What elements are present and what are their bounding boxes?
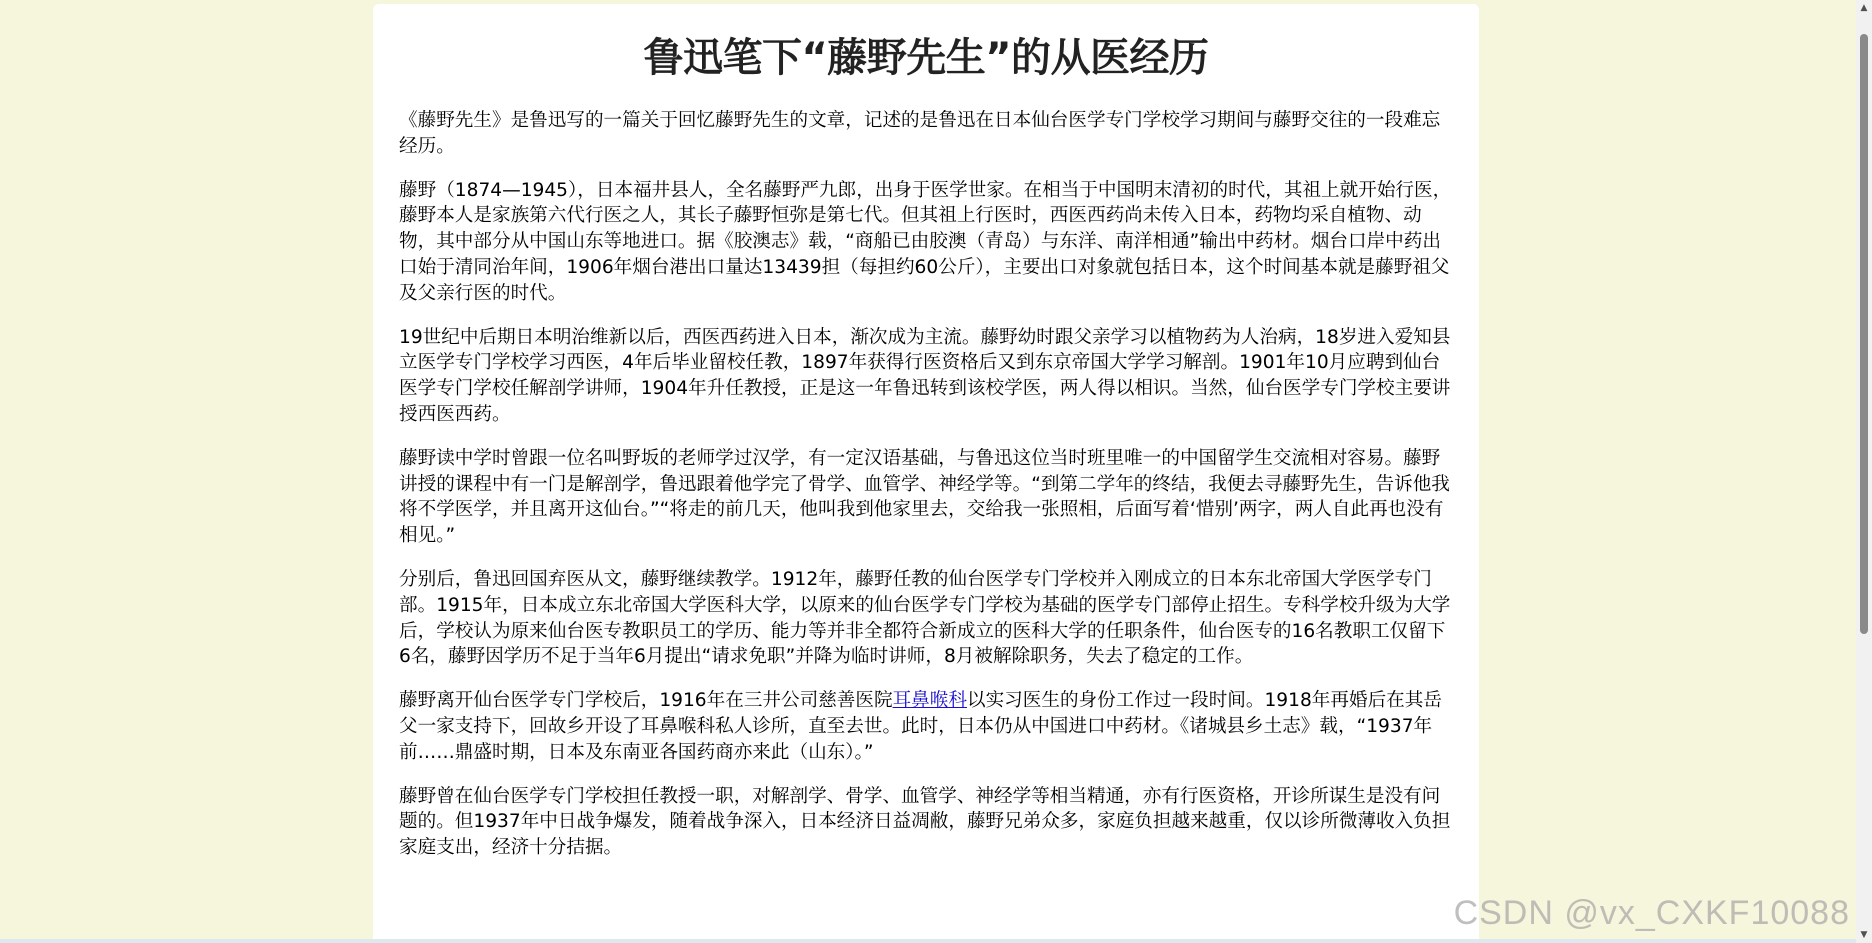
vertical-scrollbar[interactable] bbox=[1856, 0, 1872, 943]
bottom-strip bbox=[0, 939, 1856, 943]
article-paragraph: 分别后，鲁迅回国弃医从文，藤野继续教学。1912年，藤野任教的仙台医学专门学校并入刚成立的日本东北帝国大学医学专门部。1915年，日本成立东北帝国大学医科大学，以原来的仙台医学专门学校为基础的医学专门部停止招生。专科学校升级为大学后，学校认为原来仙台医专教职员工的学历、能力等并非全都符合新成立的医科大学的任职条件，仙台医专的16名教职工仅留下6名，藤野因学历不足于当年6月提出“请求免职”并降为临时讲师，8月被解除职务，失去了稳定的工作。 bbox=[399, 568, 1451, 668]
article-paragraph: 19世纪中后期日本明治维新以后，西医西药进入日本，渐次成为主流。藤野幼时跟父亲学习以植物药为人治病，18岁进入爱知县立医学专门学校学习西医，4年后毕业留校任教，1897年获得行医资格后又到东京帝国大学学习解剖。1901年10月应聘到仙台医学专门学校任解剖学讲师，1904年升任教授，正是这一年鲁迅转到该校学医，两人得以相识。当然，仙台医学专门学校主要讲授西医西药。 bbox=[399, 326, 1451, 425]
paragraph-text: 以实习医生的身份工作过一段时间。1918年再婚后在其岳父一家支持下，回故乡开设了耳鼻喉科私人诊所，直至去世。此时，日本仍从中国进口中药材。《诸城县乡土志》载，“1937年前……鼎盛时期，日本及东南亚各国药商亦来此（山东）。” bbox=[399, 690, 1442, 763]
article-paragraph: 藤野读中学时曾跟一位名叫野坂的老师学过汉学，有一定汉语基础，与鲁迅这位当时班里唯一的中国留学生交流相对容易。藤野讲授的课程中有一门是解剖学，鲁迅跟着他学完了骨学、血管学、神经学等。“到第二学年的终结，我便去寻藤野先生，告诉他我将不学医学，并且离开这仙台。”“将走的前几天，他叫我到他家里去，交给我一张照相，后面写着‘惜别’两字，两人自此再也没有相见。” bbox=[399, 447, 1450, 547]
scrollbar-thumb[interactable] bbox=[1860, 34, 1868, 634]
ent-department-link[interactable]: 耳鼻喉科 bbox=[892, 690, 967, 712]
csdn-watermark: CSDN @vx_CXKF10088 bbox=[1453, 894, 1850, 932]
article-title: 鲁迅笔下“藤野先生”的从医经历 bbox=[643, 35, 1209, 81]
article-paragraph bbox=[399, 688, 1453, 765]
article-paragraph: 《藤野先生》是鲁迅写的一篇关于回忆藤野先生的文章，记述的是鲁迅在日本仙台医学专门学校学习期间与藤野交往的一段难忘经历。 bbox=[399, 110, 1441, 157]
article-paragraph: 藤野（1874—1945），日本福井县人，全名藤野严九郎，出身于医学世家。在相当于中国明末清初的时代，其祖上就开始行医，藤野本人是家族第六代行医之人，其长子藤野恒弥是第七代。但其祖上行医时，西医西药尚未传入日本，药物均采自植物、动物，其中部分从中国山东等地进口。据《胶澳志》载，“商船已由胶澳（青岛）与东洋、南洋相通”输出中药材。烟台口岸中药出口始于清同治年间，1906年烟台港出口量达13439担（每担约60公斤），主要出口对象就包括日本，这个时间基本就是藤野祖父及父亲行医的时代。 bbox=[399, 179, 1452, 304]
article-paragraph: 藤野曾在仙台医学专门学校担任教授一职，对解剖学、骨学、血管学、神经学等相当精通，亦有行医资格，开诊所谋生是没有问题的。但1937年中日战争爆发，随着战争深入，日本经济日益凋敝，藤野兄弟众多，家庭负担越来越重，仅以诊所微薄收入负担家庭支出，经济十分拮据。 bbox=[399, 785, 1451, 859]
article-card bbox=[373, 4, 1479, 943]
scroll-up-arrow-icon[interactable]: ▲ bbox=[1860, 3, 1868, 13]
scroll-down-arrow-icon[interactable]: ▼ bbox=[1860, 930, 1868, 940]
paragraph-text: 藤野离开仙台医学专门学校后，1916年在三井公司慈善医院 bbox=[399, 690, 893, 712]
